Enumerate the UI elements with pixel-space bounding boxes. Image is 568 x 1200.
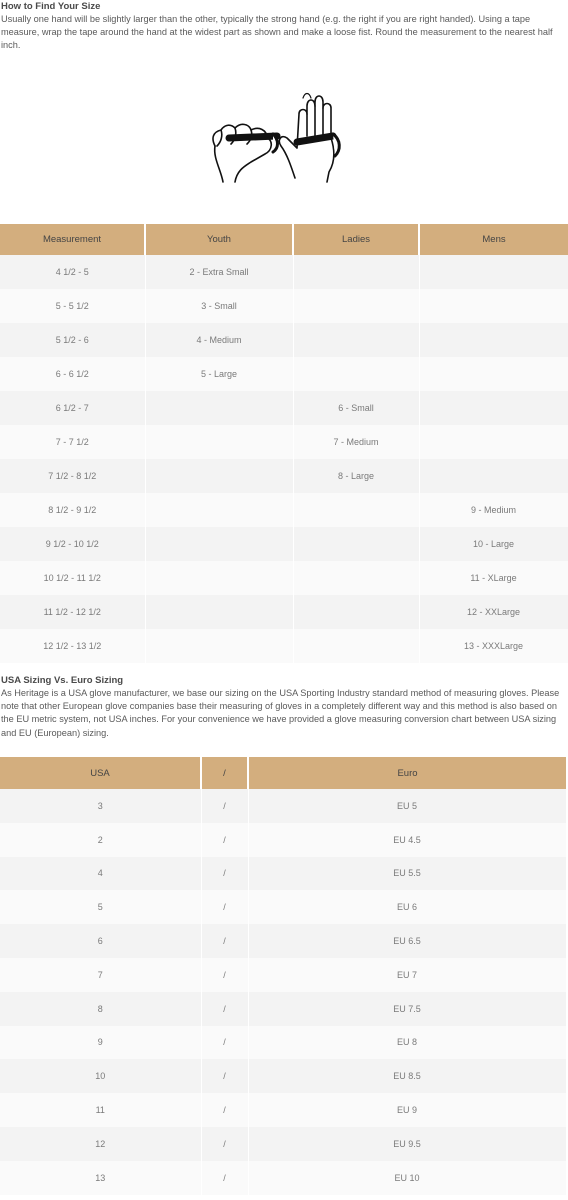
measurement-cell: 8 1/2 - 9 1/2 xyxy=(0,493,145,527)
ladies-cell xyxy=(293,595,419,629)
header-euro: Euro xyxy=(248,757,566,789)
table-row xyxy=(0,1026,566,1060)
header-usa: USA xyxy=(0,757,201,789)
measurement-cell: 12 1/2 - 13 1/2 xyxy=(0,629,145,663)
header-separator: / xyxy=(201,757,248,789)
header-measurement: Measurement xyxy=(0,224,145,255)
euro-cell: EU 4.5 xyxy=(248,823,566,857)
mens-cell: 10 - Large xyxy=(419,527,568,561)
mens-cell xyxy=(419,459,568,493)
separator-cell: / xyxy=(201,1093,248,1127)
table-row xyxy=(0,391,568,425)
youth-cell xyxy=(145,527,293,561)
measurement-cell: 9 1/2 - 10 1/2 xyxy=(0,527,145,561)
table-row xyxy=(0,1127,566,1161)
ladies-cell xyxy=(293,255,419,289)
youth-cell: 2 - Extra Small xyxy=(145,255,293,289)
ladies-cell xyxy=(293,289,419,323)
youth-cell xyxy=(145,459,293,493)
mens-cell xyxy=(419,289,568,323)
mens-cell: 13 - XXXLarge xyxy=(419,629,568,663)
usa-cell: 6 xyxy=(0,924,201,958)
separator-cell: / xyxy=(201,1026,248,1060)
separator-cell: / xyxy=(201,1127,248,1161)
table-row xyxy=(0,459,568,493)
ladies-cell xyxy=(293,493,419,527)
table-row xyxy=(0,595,568,629)
table-row xyxy=(0,1161,566,1195)
measurement-cell: 7 1/2 - 8 1/2 xyxy=(0,459,145,493)
euro-cell: EU 7 xyxy=(248,958,566,992)
separator-cell: / xyxy=(201,857,248,891)
table-row xyxy=(0,493,568,527)
ladies-cell xyxy=(293,357,419,391)
mens-cell: 11 - XLarge xyxy=(419,561,568,595)
youth-cell xyxy=(145,493,293,527)
separator-cell: / xyxy=(201,924,248,958)
measurement-cell: 5 - 5 1/2 xyxy=(0,289,145,323)
euro-cell: EU 8 xyxy=(248,1026,566,1060)
usa-cell: 9 xyxy=(0,1026,201,1060)
mens-cell xyxy=(419,391,568,425)
table-row xyxy=(0,857,566,891)
mens-cell xyxy=(419,323,568,357)
euro-cell: EU 9.5 xyxy=(248,1127,566,1161)
measurement-cell: 4 1/2 - 5 xyxy=(0,255,145,289)
euro-cell: EU 9 xyxy=(248,1093,566,1127)
measurement-cell: 7 - 7 1/2 xyxy=(0,425,145,459)
euro-cell: EU 8.5 xyxy=(248,1059,566,1093)
mens-cell: 12 - XXLarge xyxy=(419,595,568,629)
euro-cell: EU 5.5 xyxy=(248,857,566,891)
mens-cell xyxy=(419,255,568,289)
table-row xyxy=(0,289,568,323)
table-row xyxy=(0,1059,566,1093)
usa-cell: 2 xyxy=(0,823,201,857)
measurement-cell: 6 - 6 1/2 xyxy=(0,357,145,391)
euro-sizing-section xyxy=(1,674,567,740)
euro-cell: EU 7.5 xyxy=(248,992,566,1026)
table-row xyxy=(0,823,566,857)
euro-conversion-table xyxy=(0,757,567,1195)
ladies-cell xyxy=(293,561,419,595)
separator-cell: / xyxy=(201,789,248,823)
table-row xyxy=(0,958,566,992)
table-row xyxy=(0,561,568,595)
header-ladies: Ladies xyxy=(293,224,419,255)
measurement-cell: 10 1/2 - 11 1/2 xyxy=(0,561,145,595)
table-row xyxy=(0,255,568,289)
separator-cell: / xyxy=(201,823,248,857)
youth-cell xyxy=(145,561,293,595)
header-mens: Mens xyxy=(419,224,568,255)
ladies-cell: 8 - Large xyxy=(293,459,419,493)
separator-cell: / xyxy=(201,992,248,1026)
euro-cell: EU 6.5 xyxy=(248,924,566,958)
hand-measuring-icon xyxy=(207,78,363,188)
euro-cell: EU 6 xyxy=(248,890,566,924)
usa-cell: 11 xyxy=(0,1093,201,1127)
separator-cell: / xyxy=(201,1059,248,1093)
youth-cell: 4 - Medium xyxy=(145,323,293,357)
usa-cell: 3 xyxy=(0,789,201,823)
usa-cell: 12 xyxy=(0,1127,201,1161)
usa-cell: 4 xyxy=(0,857,201,891)
youth-cell: 5 - Large xyxy=(145,357,293,391)
usa-cell: 13 xyxy=(0,1161,201,1195)
youth-cell xyxy=(145,425,293,459)
usa-cell: 8 xyxy=(0,992,201,1026)
youth-cell xyxy=(145,391,293,425)
intro-text: Usually one hand will be slightly larger than the other, typically the strong hand (e.g. the right if you are right handed). Using a tape measure, wrap the tape around the hand at the widest part as shown and make a loose fist. Round the measurement to the nearest half inch. xyxy=(1,14,553,51)
youth-cell: 3 - Small xyxy=(145,289,293,323)
usa-cell: 7 xyxy=(0,958,201,992)
euro-cell: EU 5 xyxy=(248,789,566,823)
table-row xyxy=(0,890,566,924)
table-row xyxy=(0,357,568,391)
size-table-header xyxy=(0,224,568,255)
header-youth: Youth xyxy=(145,224,293,255)
mens-cell xyxy=(419,357,568,391)
youth-cell xyxy=(145,595,293,629)
euro-table-header xyxy=(0,757,566,789)
youth-cell xyxy=(145,629,293,663)
table-row xyxy=(0,1093,566,1127)
mens-cell: 9 - Medium xyxy=(419,493,568,527)
measurement-cell: 5 1/2 - 6 xyxy=(0,323,145,357)
table-row xyxy=(0,425,568,459)
mens-cell xyxy=(419,425,568,459)
usa-cell: 5 xyxy=(0,890,201,924)
euro-title: USA Sizing Vs. Euro Sizing xyxy=(1,675,124,686)
usa-cell: 10 xyxy=(0,1059,201,1093)
separator-cell: / xyxy=(201,890,248,924)
table-row xyxy=(0,992,566,1026)
ladies-cell xyxy=(293,527,419,561)
table-row xyxy=(0,924,566,958)
intro-section xyxy=(1,0,567,53)
measurement-cell: 11 1/2 - 12 1/2 xyxy=(0,595,145,629)
table-row xyxy=(0,629,568,663)
measurement-cell: 6 1/2 - 7 xyxy=(0,391,145,425)
intro-title: How to Find Your Size xyxy=(1,1,101,12)
ladies-cell: 7 - Medium xyxy=(293,425,419,459)
separator-cell: / xyxy=(201,958,248,992)
ladies-cell: 6 - Small xyxy=(293,391,419,425)
euro-cell: EU 10 xyxy=(248,1161,566,1195)
separator-cell: / xyxy=(201,1161,248,1195)
table-row xyxy=(0,789,566,823)
size-chart-table xyxy=(0,224,568,663)
euro-text: As Heritage is a USA glove manufacturer, we base our sizing on the USA Sporting Industry standard method of measuring gloves. Please note that other European glove companies base their measuring of gloves in a completely different way and this method is also based on the EU metric system, not USA inches. For your convenience we have provided a glove measuring conversion chart between USA sizing and EU (European) sizing. xyxy=(1,688,560,738)
ladies-cell xyxy=(293,629,419,663)
table-row xyxy=(0,323,568,357)
ladies-cell xyxy=(293,323,419,357)
table-row xyxy=(0,527,568,561)
